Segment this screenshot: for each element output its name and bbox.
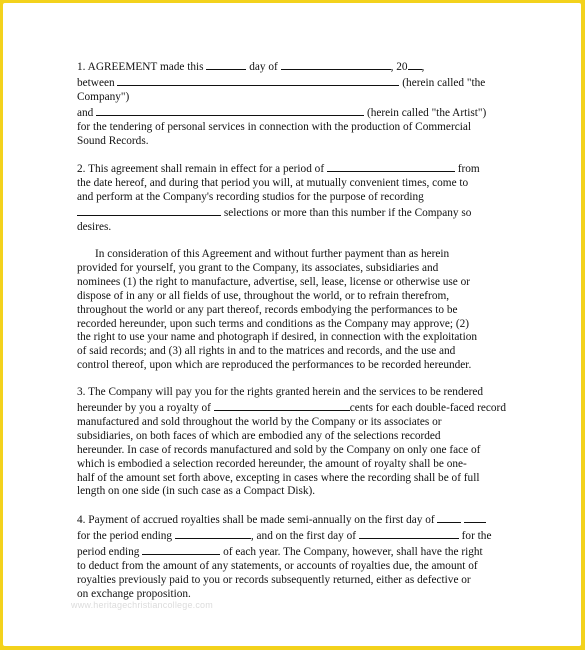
p4-text: cents for each double-faced record (349, 402, 506, 415)
p3-line9: control thereof, upon which are reproduced the performances to be recorded hereunder. (77, 359, 472, 372)
p1-text: between (77, 76, 115, 89)
watermark: www.heritagechristiancollege.com (71, 600, 213, 610)
p5-line3 (77, 544, 517, 560)
blank-period-ending-2[interactable] (142, 544, 220, 555)
p4-line4: subsidiaries, on both faces of which are embodied any of the selections recorded (77, 429, 441, 442)
p2-text: from (457, 163, 480, 176)
p1-line3: Company") (77, 90, 130, 103)
p4-line8: length on one side (in such case as a Compact Disk). (77, 485, 316, 498)
p4-line3: manufactured and sold throughout the world by the Company or its associates or (77, 415, 442, 428)
p5-line1 (77, 512, 517, 528)
p1-text: day of (249, 61, 278, 73)
p5-text: for the (461, 530, 492, 543)
p1-text: (herein called "the Artist") (366, 106, 487, 119)
p1-text: 1. AGREEMENT made this (77, 61, 204, 73)
p5-line2 (77, 528, 517, 544)
p5-text: 4. Payment of accrued royalties shall be made semi-annually on the first day of (77, 514, 435, 527)
p3-line6: recorded hereunder, upon such terms and conditions as the Company may approve; (2) (77, 317, 469, 330)
p1-text: and (77, 106, 94, 119)
p2-text: 2. This agreement shall remain in effect for a period of (77, 163, 325, 176)
p3-line8: of said records; and (3) all rights in and to the matrices and records, and the use and (77, 345, 456, 358)
p4-line5: hereunder. In case of records manufactured and sold by the Company on only one face of (77, 443, 481, 456)
blank-day[interactable] (206, 59, 246, 70)
p4-line1: 3. The Company will pay you for the rights granted herein and the services to be rendered (77, 386, 484, 399)
p1-line4 (77, 105, 517, 121)
p4-line7: half of the amount set forth above, excepting in cases where the recording shall be of full (77, 471, 480, 484)
p5-text: period ending (77, 546, 140, 559)
blank-company[interactable] (117, 75, 399, 86)
blank-period-ending-1[interactable] (175, 528, 251, 539)
blank-year[interactable] (408, 59, 422, 70)
blank-artist[interactable] (96, 105, 364, 116)
blank-first-day[interactable] (359, 528, 459, 539)
p2-line5: desires. (77, 221, 112, 234)
blank-second-month[interactable] (464, 512, 486, 523)
p1-line1 (77, 59, 517, 75)
p1-text: , 20 (390, 61, 408, 73)
p5-text: of each year. The Company, however, shall have the right (223, 546, 483, 559)
p2-line4 (77, 205, 517, 221)
p5-line4: to deduct from the amount of any statements, or accounts of royalties due, the amount of (77, 560, 478, 573)
p3-line7: the right to use your name and photograph if desired, in connection with the exploitation (77, 331, 478, 344)
blank-period[interactable] (327, 161, 455, 172)
p4-text: hereunder by you a royalty of (77, 402, 211, 415)
p3-line1: In consideration of this Agreement and without further payment than as herein (95, 247, 450, 260)
document-page (3, 3, 581, 646)
p1-text: , (421, 61, 425, 73)
p1-line6: Sound Records. (77, 134, 149, 147)
p2-text: selections or more than this number if the Company so (223, 207, 472, 220)
p2-line1 (77, 161, 517, 177)
p5-line5: royalties previously paid to you or records subsequently returned, either as defective or (77, 574, 471, 586)
p1-line5: for the tendering of personal services in connection with the production of Commercial (77, 120, 472, 133)
p1-line2 (77, 75, 517, 91)
p3-line2: provided for yourself, you grant to the Company, its associates, subsidiaries and (77, 261, 439, 274)
p4-line6: which is embodied a selection recorded hereunder, the amount of royalty shall be one- (77, 457, 467, 470)
p5-text: , and on the first day of (250, 530, 356, 543)
p2-line3: and perform at the Company's recording studios for the purpose of recording (77, 191, 424, 204)
p3-line3: nominees (1) the right to manufacture, advertise, sell, lease, license or otherwise use or (77, 275, 471, 288)
blank-royalty[interactable] (214, 400, 350, 411)
blank-first-month[interactable] (437, 512, 461, 523)
p3-line4: dispose of in any or all fields of use, throughout the world, or to refrain therefrom, (77, 289, 450, 302)
blank-month[interactable] (281, 59, 391, 70)
p5-text: for the period ending (77, 530, 173, 543)
p4-line2 (77, 400, 517, 416)
p2-line2: the date hereof, and during that period you will, at mutually convenient times, come to (77, 177, 469, 190)
p1-text: (herein called "the (402, 76, 486, 89)
p3-line5: throughout the world or any part thereof, records embodying the performances to be (77, 303, 458, 316)
p5-line6: on exchange proposition. (77, 587, 191, 600)
blank-selections[interactable] (77, 205, 221, 216)
agreement-text (77, 59, 517, 602)
